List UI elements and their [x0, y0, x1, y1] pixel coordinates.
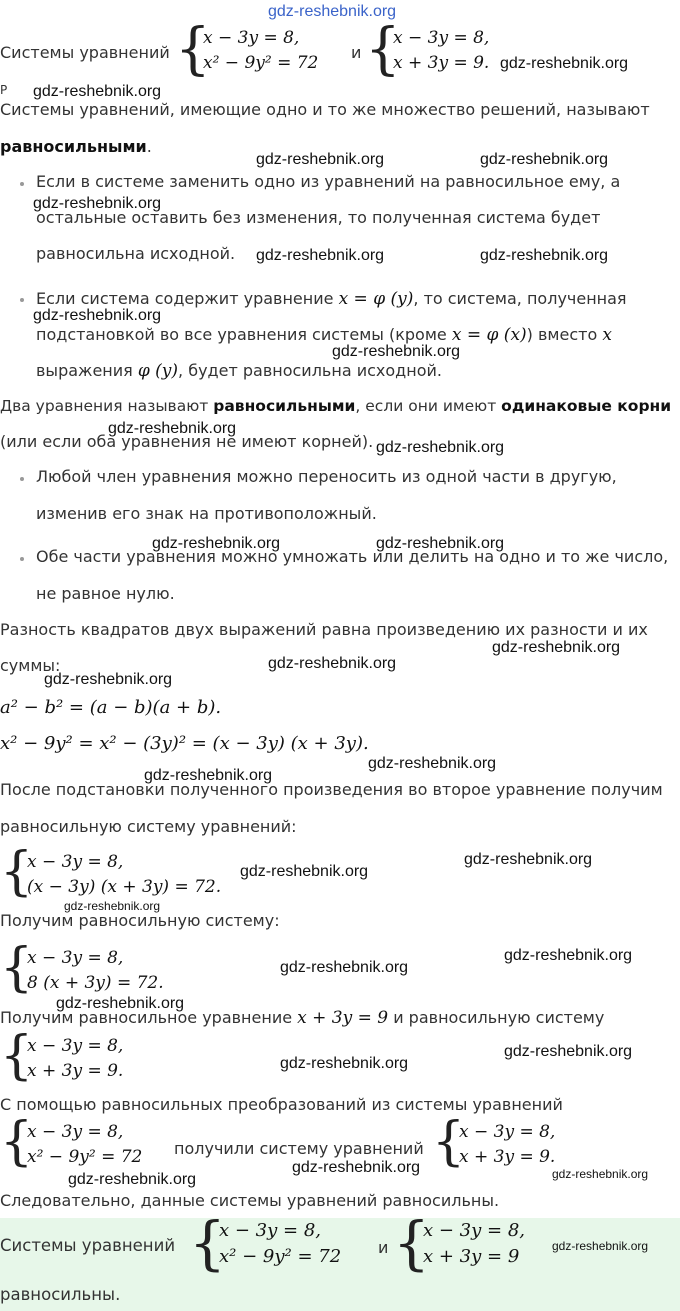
bullet-text: подстановкой во все уравнения системы (кроме x = φ (x)) вместо x — [36, 325, 612, 345]
brace: { — [189, 1209, 226, 1277]
bold-term: равносильными — [0, 137, 147, 156]
system-eq: x − 3y = 8, — [203, 28, 300, 48]
system-eq: x + 3y = 9. — [27, 1061, 124, 1081]
bullet-text: равносильна исходной. — [36, 244, 236, 263]
bullet-text: выражения φ (y), будет равносильна исходной. — [36, 361, 442, 381]
bullet-dot — [20, 298, 24, 302]
watermark: gdz-reshebnik.org — [280, 959, 409, 976]
bullet-text: не равное нулю. — [36, 584, 175, 603]
bullet-text: Если система содержит уравнение x = φ (y), то система, полученная — [36, 289, 627, 309]
paragraph: Получим равносильное уравнение x + 3y = 9 и равносильную систему — [0, 1008, 605, 1028]
watermark: gdz-reshebnik.org — [332, 343, 461, 360]
watermark: gdz-reshebnik.org — [33, 195, 162, 212]
formula: a² − b² = (a − b)(a + b). — [0, 697, 222, 718]
paragraph: Системы уравнений, имеющие одно и то же множество решений, называют — [0, 100, 650, 119]
watermark: gdz-reshebnik.org — [256, 247, 385, 264]
watermark: gdz-reshebnik.org — [256, 151, 385, 168]
watermark: gdz-reshebnik.org — [33, 307, 162, 324]
watermark: gdz-reshebnik.org — [504, 947, 633, 964]
brace: { — [0, 1112, 34, 1172]
paragraph: получили систему уравнений — [174, 1139, 424, 1158]
watermark: gdz-reshebnik.org — [68, 1171, 197, 1188]
system-eq: x − 3y = 8, — [27, 948, 124, 968]
watermark: gdz-reshebnik.org — [108, 420, 237, 437]
bullet-text: остальные оставить без изменения, то полученная система будет — [36, 208, 601, 227]
paragraph: С помощью равносильных преобразований из системы уравнений — [0, 1095, 563, 1114]
watermark: gdz-reshebnik.org — [268, 655, 397, 672]
watermark: gdz-reshebnik.org — [64, 899, 161, 913]
watermark: gdz-reshebnik.org — [152, 535, 281, 552]
watermark: gdz-reshebnik.org — [144, 767, 273, 784]
system-eq: x² − 9y² = 72 — [27, 1147, 143, 1167]
system-eq: x + 3y = 9 — [423, 1246, 520, 1267]
system-eq: x + 3y = 9. — [393, 53, 490, 73]
system-eq: x − 3y = 8, — [27, 1122, 124, 1142]
paragraph: Разность квадратов двух выражений равна произведению их разности и их — [0, 620, 648, 639]
paragraph: Следовательно, данные системы уравнений равносильны. — [0, 1191, 500, 1210]
brace: { — [393, 1209, 430, 1277]
paragraph: (или если оба уравнения не имеют корней). — [0, 432, 374, 451]
watermark: gdz-reshebnik.org — [240, 863, 369, 880]
system-eq: 8 (x + 3y) = 72. — [27, 973, 164, 993]
watermark: gdz-reshebnik.org — [44, 671, 173, 688]
and-word: и — [351, 43, 362, 62]
paragraph: Два уравнения называют равносильными, если они имеют одинаковые корни — [0, 397, 672, 415]
system-eq: x + 3y = 9. — [459, 1147, 556, 1167]
cut-text: Р — [0, 83, 8, 97]
watermark: gdz-reshebnik.org — [552, 1167, 649, 1181]
paragraph: суммы: — [0, 656, 61, 675]
system-eq: (x − 3y) (x + 3y) = 72. — [27, 877, 222, 897]
system-eq: x − 3y = 8, — [393, 28, 490, 48]
watermark: gdz-reshebnik.org — [292, 1159, 421, 1176]
system-eq: x − 3y = 8, — [459, 1122, 556, 1142]
watermark: gdz-reshebnik.org — [504, 1043, 633, 1060]
brace: { — [365, 17, 401, 82]
title-label: Системы уравнений — [0, 43, 170, 62]
paragraph: Получим равносильную систему: — [0, 911, 280, 930]
answer-tail: равносильны. — [0, 1285, 121, 1304]
bullet-dot — [20, 182, 24, 186]
bullet-dot — [20, 557, 24, 561]
watermark: gdz-reshebnik.org — [56, 995, 185, 1012]
watermark: gdz-reshebnik.org — [280, 1055, 409, 1072]
watermark: gdz-reshebnik.org — [268, 3, 397, 20]
brace: { — [0, 938, 34, 998]
and-word: и — [378, 1238, 389, 1257]
watermark: gdz-reshebnik.org — [480, 247, 609, 264]
system-eq: x − 3y = 8, — [27, 852, 124, 872]
watermark: gdz-reshebnik.org — [492, 639, 621, 656]
bullet-dot — [20, 477, 24, 481]
watermark: gdz-reshebnik.org — [368, 755, 497, 772]
watermark: gdz-reshebnik.org — [33, 83, 162, 100]
watermark: gdz-reshebnik.org — [376, 535, 505, 552]
system-eq: x² − 9y² = 72 — [203, 53, 319, 73]
bullet-text: изменив его знак на противоположный. — [36, 504, 377, 523]
watermark: gdz-reshebnik.org — [480, 151, 609, 168]
paragraph: равносильную систему уравнений: — [0, 817, 297, 836]
system-eq: x − 3y = 8, — [27, 1036, 124, 1056]
brace: { — [0, 1026, 34, 1086]
answer-label: Системы уравнений — [0, 1236, 176, 1255]
formula: x² − 9y² = x² − (3y)² = (x − 3y) (x + 3y). — [0, 733, 369, 754]
watermark: gdz-reshebnik.org — [464, 851, 593, 868]
bullet-text: Обе части уравнения можно умножать или делить на одно и то же число, — [36, 547, 669, 566]
watermark: gdz-reshebnik.org — [552, 1239, 649, 1253]
paragraph: После подстановки полученного произведения во второе уравнение получим — [0, 780, 663, 799]
bullet-text: Любой член уравнения можно переносить из одной части в другую, — [36, 467, 617, 486]
bullet-text: Если в системе заменить одно из уравнений на равносильное ему, а — [36, 172, 621, 191]
system-eq: x − 3y = 8, — [219, 1220, 321, 1241]
brace: { — [175, 17, 211, 82]
system-eq: x² − 9y² = 72 — [219, 1246, 342, 1267]
system-eq: x − 3y = 8, — [423, 1220, 525, 1241]
brace: { — [432, 1112, 466, 1172]
watermark: gdz-reshebnik.org — [376, 439, 505, 456]
watermark: gdz-reshebnik.org — [500, 55, 629, 72]
brace: { — [0, 842, 34, 902]
